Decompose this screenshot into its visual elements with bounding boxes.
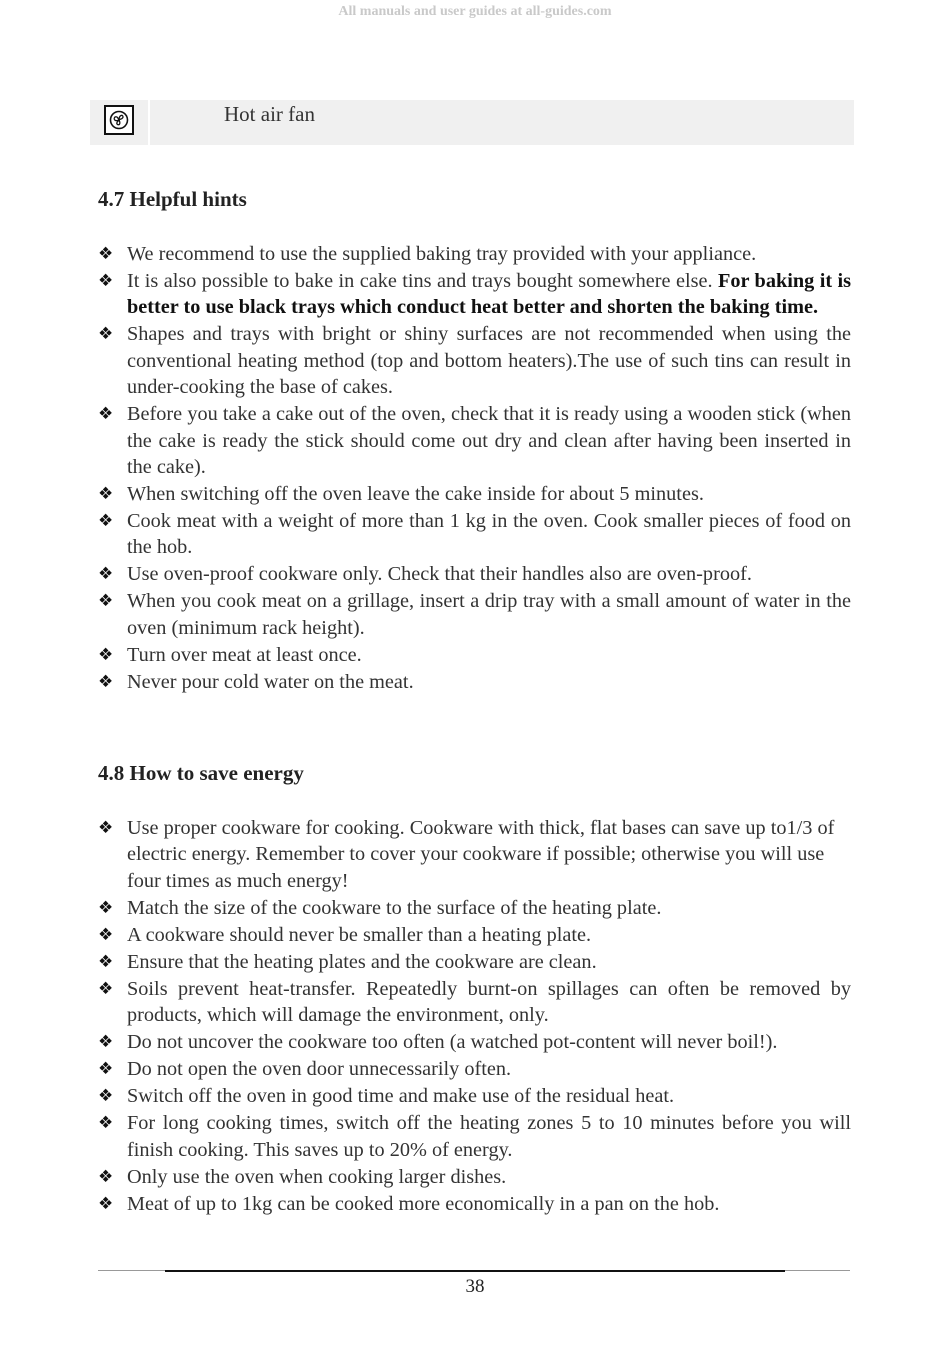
list-item: [98, 1110, 851, 1163]
list-item-text: Only use the oven when cooking larger dishes.: [127, 1165, 507, 1188]
bullet-icon: ❖: [98, 978, 114, 999]
bullet-icon: ❖: [98, 897, 114, 918]
bullet-icon: ❖: [98, 1166, 114, 1187]
mode-label: Hot air fan: [224, 102, 315, 126]
list-item: [98, 508, 851, 561]
oven-mode-row: [90, 100, 854, 145]
watermark: All manuals and user guides at all-guides.com: [338, 4, 612, 19]
list-item-text: Turn over meat at least once.: [127, 643, 362, 666]
list-item-text: Match the size of the cookware to the surface of the heating plate.: [127, 896, 662, 919]
page-number: 38: [465, 1276, 485, 1297]
bullet-icon: ❖: [98, 591, 114, 612]
list-item: [98, 1191, 851, 1217]
bullet-icon: ❖: [98, 818, 114, 838]
list-item: [98, 642, 851, 668]
list-item: [98, 669, 851, 695]
list-item-text: Use proper cookware for cooking. Cookware with thick, flat bases can save up to1/3 of electric energy. Remember to cover your cookware if possible; otherwise you will use four times as much energy!: [127, 817, 835, 892]
list-item-emphasis: For baking it is better to use black trays which conduct heat better and shorten the baking time.: [127, 270, 852, 319]
list-item: [98, 922, 851, 948]
list-item: [98, 401, 851, 480]
list-item: [98, 949, 851, 975]
list-item: [98, 241, 851, 267]
list-item-text: Soils prevent heat-transfer. Repeatedly burnt-on spillages can often be removed by products, which will damage the environment, only.: [127, 977, 851, 1027]
bullet-icon: ❖: [98, 564, 114, 585]
list-item-text: Switch off the oven in good time and make use of the residual heat.: [127, 1085, 675, 1108]
list-item: [98, 895, 851, 921]
helpful-hints-list: [98, 241, 851, 696]
list-item: [98, 815, 851, 894]
list-item-text: For long cooking times, switch off the heating zones 5 to 10 minutes before you will finish cooking. This saves up to 20% of energy.: [127, 1112, 851, 1161]
list-item: [98, 321, 851, 400]
bullet-icon: ❖: [98, 1193, 114, 1214]
list-item-text: We recommend to use the supplied baking tray provided with your appliance.: [127, 243, 757, 265]
section-heading-helpful-hints: 4.7 Helpful hints: [98, 187, 247, 211]
bullet-icon: ❖: [98, 511, 114, 532]
list-item: [98, 1056, 851, 1082]
list-item-text: Ensure that the heating plates and the cookware are clean.: [127, 950, 597, 973]
bullet-icon: ❖: [98, 1059, 114, 1080]
list-item: [98, 481, 851, 507]
hot-air-fan-icon: [104, 105, 134, 135]
list-item-text: Do not open the oven door unnecessarily often.: [127, 1058, 512, 1081]
bullet-icon: ❖: [98, 244, 114, 264]
bullet-icon: ❖: [98, 1113, 114, 1134]
bullet-icon: ❖: [98, 484, 114, 505]
bullet-icon: ❖: [98, 951, 114, 972]
list-item-text: When you cook meat on a grillage, insert a drip tray with a small amount of water in the oven (minimum rack height).: [127, 590, 851, 639]
list-item: [98, 561, 851, 587]
bullet-icon: ❖: [98, 1086, 114, 1107]
list-item: [98, 1029, 851, 1055]
list-item-text: Meat of up to 1kg can be cooked more economically in a pan on the hob.: [127, 1192, 720, 1215]
list-item-text: A cookware should never be smaller than a heating plate.: [127, 923, 592, 946]
bullet-icon: ❖: [98, 924, 114, 945]
list-item: [98, 1164, 851, 1190]
bullet-icon: ❖: [98, 271, 114, 291]
list-item: [98, 588, 851, 641]
bullet-icon: ❖: [98, 644, 114, 665]
bullet-icon: ❖: [98, 404, 114, 425]
bullet-icon: ❖: [98, 324, 114, 345]
list-item: [98, 1083, 851, 1109]
list-item-text: Use oven-proof cookware only. Check that their handles also are oven-proof.: [127, 563, 752, 586]
bullet-icon: ❖: [98, 671, 114, 692]
list-item-text: Cook meat with a weight of more than 1 kg in the oven. Cook smaller pieces of food on the hob.: [127, 510, 851, 559]
list-item-text: Shapes and trays with bright or shiny surfaces are not recommended when using the conventional heating method (top and bottom heaters).The use of such tins can result in under-cooking the base of cakes.: [127, 323, 851, 399]
save-energy-list: [98, 815, 851, 1218]
list-item-text: Before you take a cake out of the oven, check that it is ready using a wooden stick (when the cake is ready the stick should come out dry and clean after having been inserted in the cake).: [127, 403, 851, 479]
list-item-text: It is also possible to bake in cake tins and trays bought somewhere else.: [127, 270, 718, 292]
list-item-text: Never pour cold water on the meat.: [127, 670, 414, 693]
section-heading-save-energy: 4.8 How to save energy: [98, 761, 304, 785]
list-item-text: Do not uncover the cookware too often (a watched pot-content will never boil!).: [127, 1031, 778, 1054]
list-item-text: When switching off the oven leave the cake inside for about 5 minutes.: [127, 483, 704, 506]
list-item: [98, 268, 851, 321]
footer-rule-accent: [165, 1270, 785, 1272]
list-item: [98, 976, 851, 1029]
mode-icon-cell: [90, 100, 150, 145]
bullet-icon: ❖: [98, 1032, 114, 1053]
